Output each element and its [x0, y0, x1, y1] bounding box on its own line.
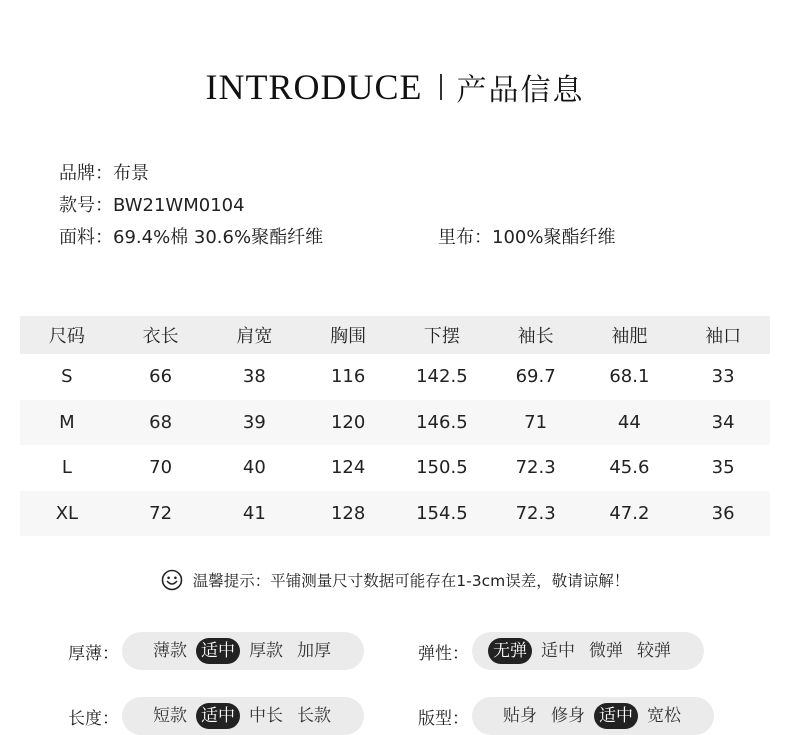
option-tight[interactable]: 贴身 — [503, 706, 537, 726]
header-hem: 下摆 — [423, 326, 460, 347]
title-english: INTRODUCE — [205, 67, 423, 107]
table-cell: 116 — [330, 366, 366, 388]
option-thin[interactable]: 薄款 — [153, 641, 187, 661]
table-cell: 70 — [149, 457, 173, 479]
fabric-line: 面料：69.4%棉 30.6%聚酯纤维 — [59, 227, 324, 248]
page-title — [0, 62, 790, 112]
option-long[interactable]: 长款 — [297, 706, 331, 726]
table-cell: XL — [55, 502, 79, 524]
header-sleeve-width: 袖肥 — [611, 326, 648, 347]
attr-label: 版型： — [418, 708, 469, 729]
option-medium[interactable]: 适中 — [541, 641, 575, 661]
size-table — [20, 316, 770, 536]
header-cuff: 袖口 — [705, 326, 742, 347]
table-cell: L — [61, 457, 72, 479]
table-cell: M — [59, 411, 75, 433]
lining-line: 里布：100%聚酯纤维 — [438, 227, 616, 248]
attr-elasticity — [418, 632, 704, 670]
option-medium-selected[interactable]: 适中 — [196, 703, 240, 729]
table-cell: 68.1 — [609, 366, 650, 388]
table-row — [20, 400, 770, 446]
attr-label: 厚薄： — [68, 643, 119, 664]
attr-length — [68, 697, 364, 735]
option-mid-length[interactable]: 中长 — [249, 706, 283, 726]
title-chinese: 产品信息 — [456, 73, 585, 108]
option-no-stretch-selected[interactable]: 无弹 — [488, 638, 532, 664]
attr-thickness — [68, 632, 364, 670]
measurement-tip — [0, 568, 790, 592]
option-short[interactable]: 短款 — [153, 706, 187, 726]
table-cell: 154.5 — [416, 502, 468, 524]
table-cell: 44 — [617, 411, 641, 433]
table-cell: 39 — [242, 411, 266, 433]
table-cell: 41 — [242, 502, 266, 524]
title-divider — [440, 74, 442, 100]
header-size: 尺码 — [48, 326, 85, 347]
table-cell: 34 — [711, 411, 735, 433]
option-loose[interactable]: 宽松 — [647, 706, 681, 726]
attr-label: 弹性： — [418, 643, 469, 664]
table-cell: 47.2 — [609, 502, 650, 524]
table-row — [20, 445, 770, 491]
header-shoulder: 肩宽 — [236, 326, 273, 347]
table-cell: 38 — [242, 366, 266, 388]
header-length: 衣长 — [142, 326, 179, 347]
table-cell: 142.5 — [416, 366, 468, 388]
brand-line: 品牌：布景 — [59, 163, 149, 184]
table-cell: 36 — [711, 502, 735, 524]
header-chest: 胸围 — [330, 326, 367, 347]
table-cell: 72.3 — [515, 457, 556, 479]
attr-options — [122, 697, 364, 735]
product-info — [59, 158, 323, 254]
size-table-header-row — [20, 316, 770, 354]
table-cell: 120 — [330, 411, 366, 433]
table-cell: 72 — [149, 502, 173, 524]
attr-options — [122, 632, 364, 670]
table-cell: 45.6 — [609, 457, 650, 479]
table-cell: 68 — [149, 411, 173, 433]
table-cell: 72.3 — [515, 502, 556, 524]
table-cell: 150.5 — [416, 457, 468, 479]
attr-label: 长度： — [68, 708, 119, 729]
option-regular-selected[interactable]: 适中 — [594, 703, 638, 729]
smile-icon — [161, 569, 183, 591]
table-cell: 66 — [149, 366, 173, 388]
option-medium-selected[interactable]: 适中 — [196, 638, 240, 664]
style-number-line: 款号：BW21WM0104 — [59, 195, 245, 216]
table-cell: 124 — [330, 457, 366, 479]
option-extra-thick[interactable]: 加厚 — [297, 641, 331, 661]
option-slim[interactable]: 修身 — [551, 706, 585, 726]
table-cell: 35 — [711, 457, 735, 479]
table-cell: 33 — [711, 366, 735, 388]
attr-fit — [418, 697, 714, 735]
option-slight-stretch[interactable]: 微弹 — [589, 641, 623, 661]
tip-text: 温馨提示：平铺测量尺寸数据可能存在1-3cm误差，敬请谅解！ — [192, 572, 630, 590]
table-cell: 146.5 — [416, 411, 468, 433]
table-cell: 128 — [330, 502, 366, 524]
table-cell: 71 — [524, 411, 548, 433]
table-cell: S — [61, 366, 73, 388]
option-thick[interactable]: 厚款 — [249, 641, 283, 661]
table-cell: 69.7 — [515, 366, 556, 388]
table-cell: 40 — [242, 457, 266, 479]
attr-options — [472, 697, 714, 735]
table-row — [20, 354, 770, 400]
option-more-stretch[interactable]: 较弹 — [637, 641, 671, 661]
header-sleeve-length: 袖长 — [517, 326, 554, 347]
table-row — [20, 491, 770, 537]
attr-options — [472, 632, 704, 670]
